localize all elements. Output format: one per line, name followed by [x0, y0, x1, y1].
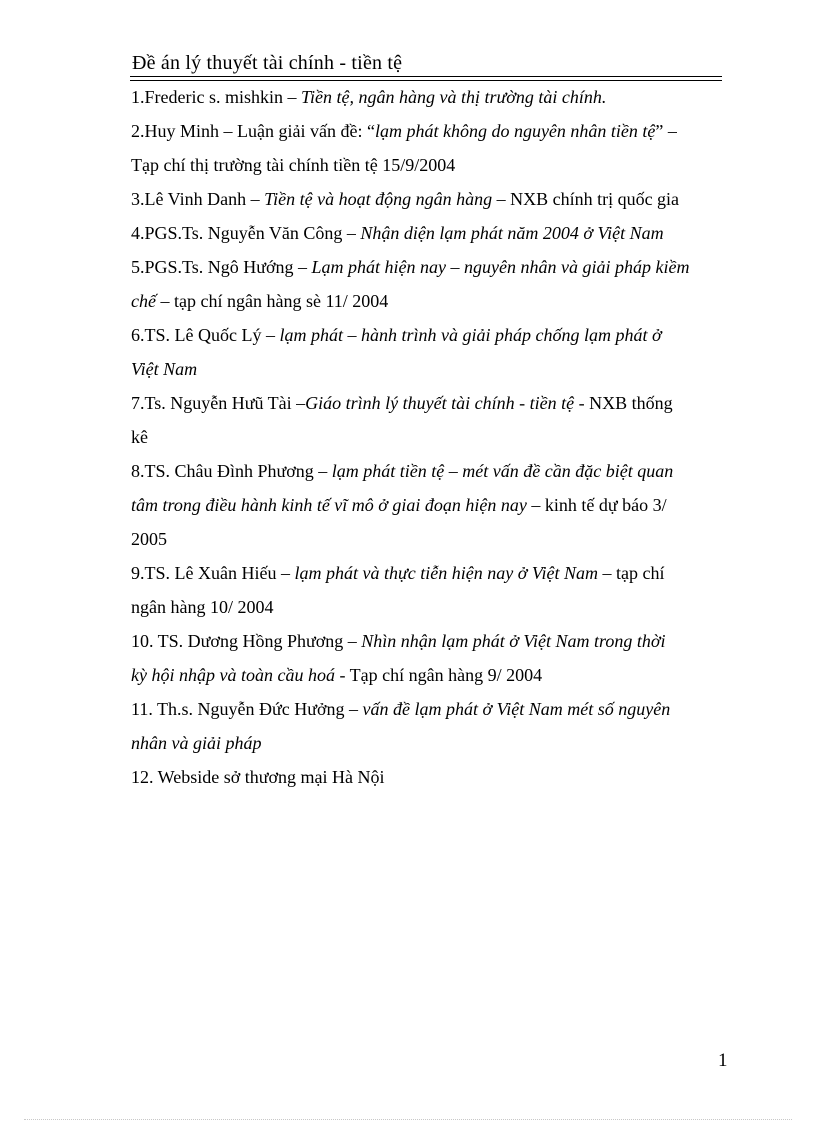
reference-line [131, 114, 721, 148]
reference-line [131, 692, 721, 726]
reference-item [131, 216, 721, 250]
reference-title-text: nhân và giải pháp [131, 733, 262, 753]
reference-item [131, 692, 721, 760]
reference-title-text: vấn đề lạm phát ở Việt Nam mét số nguyên [362, 699, 671, 719]
document-header-title: Đề án lý thuyết tài chính - tiền tệ [132, 52, 403, 74]
reference-text: 4.PGS.Ts. Nguyễn Văn Công – [131, 223, 361, 243]
page-bottom-border [24, 1119, 792, 1120]
reference-item [131, 454, 721, 556]
reference-text: 7.Ts. Nguyễn Hưũ Tài – [131, 393, 306, 413]
reference-text: kê [131, 427, 148, 447]
reference-line [131, 216, 721, 250]
reference-line [131, 80, 721, 114]
reference-line [131, 420, 721, 454]
reference-title-text: Nhận diện lạm phát năm 2004 ở Việt Nam [360, 223, 664, 243]
reference-item [131, 760, 721, 794]
reference-text: 6.TS. Lê Quốc Lý – [131, 325, 280, 345]
reference-item [131, 386, 721, 454]
header-rule-top [130, 76, 722, 77]
reference-text: 3.Lê Vinh Danh – [131, 189, 265, 209]
reference-item [131, 80, 721, 114]
reference-title-text: Tiền tệ, ngân hàng và thị trường tài chính. [300, 87, 607, 107]
reference-item [131, 556, 721, 624]
reference-text: 5.PGS.Ts. Ngô Hướng – [131, 257, 312, 277]
reference-text: ngân hàng 10/ 2004 [131, 597, 274, 617]
reference-item [131, 318, 721, 386]
reference-text: 2.Huy Minh – Luận giải vấn đề: “ [131, 121, 375, 141]
reference-text: Tạp chí thị trường tài chính tiền tệ 15/9/2004 [131, 155, 456, 175]
reference-line [131, 352, 721, 386]
reference-line [131, 454, 721, 488]
reference-text: – tạp chí [598, 563, 665, 583]
reference-title-text: lạm phát tiền tệ – mét vấn đề cần đặc biệt quan [331, 461, 674, 481]
reference-title-text: kỳ hội nhập và toàn cầu hoá [131, 665, 335, 685]
reference-text: 12. Webside sở thương mại Hà Nội [131, 767, 385, 787]
reference-title-text: Giáo trình lý thuyết tài chính - tiền tệ [305, 393, 575, 413]
reference-item [131, 624, 721, 692]
reference-text: ” – [655, 121, 677, 141]
reference-text: – tạp chí ngân hàng sè 11/ 2004 [155, 291, 389, 311]
reference-line [131, 624, 721, 658]
reference-title-text: tâm trong điều hành kinh tế vĩ mô ở giai đoạn hiện nay [131, 495, 527, 515]
reference-line [131, 386, 721, 420]
reference-text: – kinh tế dự báo 3/ [526, 495, 667, 515]
reference-line [131, 284, 721, 318]
reference-title-text: Việt Nam [131, 359, 198, 379]
reference-line [131, 488, 721, 522]
reference-line [131, 658, 721, 692]
reference-line [131, 182, 721, 216]
reference-title-text: chế [131, 291, 156, 311]
reference-title-text: Tiền tệ và hoạt động ngân hàng [264, 189, 493, 209]
reference-list [131, 80, 721, 794]
reference-line [131, 250, 721, 284]
reference-line [131, 726, 721, 760]
reference-title-text: lạm phát – hành trình và giải pháp chống lạm phát ở [279, 325, 662, 345]
reference-text: 10. TS. Dương Hồng Phương – [131, 631, 362, 651]
reference-line [131, 760, 721, 794]
reference-line [131, 318, 721, 352]
reference-text: - NXB thống [574, 393, 673, 413]
reference-text: 9.TS. Lê Xuân Hiếu – [131, 563, 295, 583]
reference-title-text: lạm phát không do nguyên nhân tiền tệ [374, 121, 656, 141]
reference-line [131, 590, 721, 624]
reference-line [131, 148, 721, 182]
reference-text: – NXB chính trị quốc gia [492, 189, 680, 209]
reference-title-text: Nhìn nhận lạm phát ở Việt Nam trong thời [361, 631, 666, 651]
reference-title-text: lạm phát và thực tiễn hiện nay ở Việt Nam [294, 563, 598, 583]
reference-item [131, 182, 721, 216]
reference-item [131, 250, 721, 318]
reference-text: 8.TS. Châu Đình Phương – [131, 461, 332, 481]
reference-item [131, 114, 721, 182]
reference-title-text: Lạm phát hiện nay – nguyên nhân và giải pháp kiềm [311, 257, 690, 277]
reference-line [131, 522, 721, 556]
reference-line [131, 556, 721, 590]
reference-text: 1.Frederic s. mishkin – [131, 87, 301, 107]
reference-text: 11. Th.s. Nguyễn Đức Hưởng – [131, 699, 363, 719]
reference-text: 2005 [131, 529, 167, 549]
reference-text: - Tạp chí ngân hàng 9/ 2004 [334, 665, 543, 685]
page-number: 1 [718, 1050, 728, 1071]
